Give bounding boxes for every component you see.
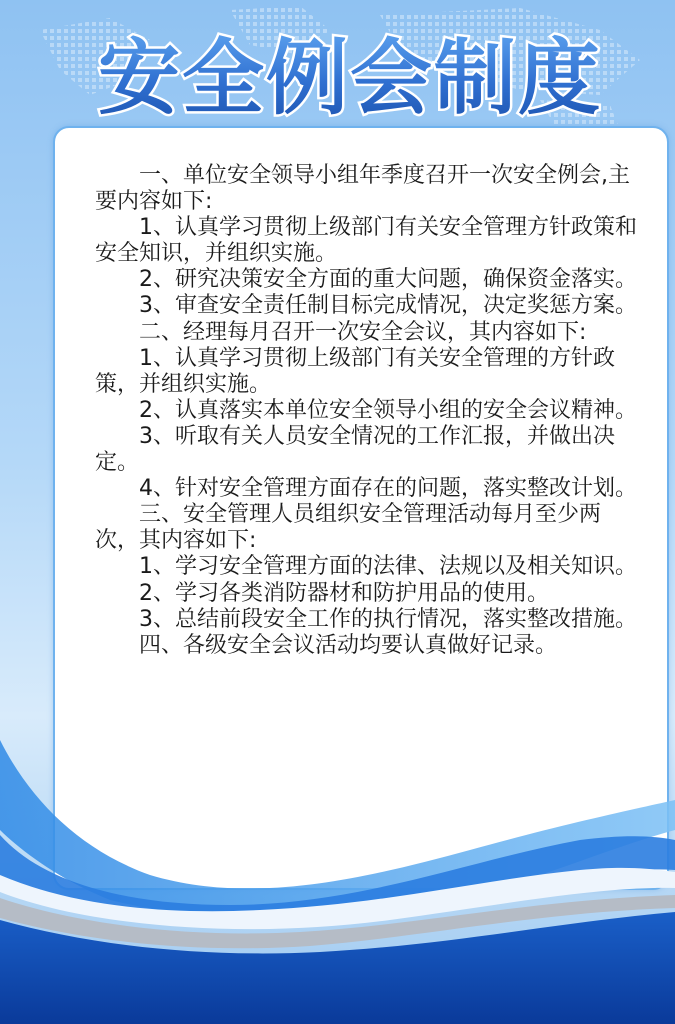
page-title-text: 安全例会制度 <box>97 31 603 124</box>
decorative-waves <box>0 740 675 1024</box>
paragraph: 3、总结前段安全工作的执行情况，落实整改措施。 <box>139 606 637 632</box>
paragraph: 4、针对安全管理方面存在的问题，落实整改计划。 <box>139 476 637 502</box>
page-title <box>0 28 675 124</box>
paragraph: 1、学习安全管理方面的法律、法规以及相关知识。 <box>139 554 637 580</box>
paragraph: 1、认真学习贯彻上级部门有关安全管理方针政策和安全知识，并组织实施。 <box>95 215 637 267</box>
paragraph: 2、认真落实本单位安全领导小组的安全会议精神。 <box>139 397 637 423</box>
paragraph: 一、单位安全领导小组年季度召开一次安全例会,主要内容如下: <box>95 163 630 215</box>
paragraph: 三、安全管理人员组织安全管理活动每月至少两次，其内容如下: <box>95 502 602 554</box>
paragraph: 3、审查安全责任制目标完成情况，决定奖惩方案。 <box>139 293 637 319</box>
paragraph: 2、研究决策安全方面的重大问题，确保资金落实。 <box>139 267 637 293</box>
paragraph: 1、认真学习贯彻上级部门有关安全管理的方针政策，并组织实施。 <box>95 345 615 397</box>
paragraph: 3、听取有关人员安全情况的工作汇报，并做出决定。 <box>95 423 615 476</box>
paragraph: 二、经理每月召开一次安全会议，其内容如下: <box>139 319 587 345</box>
regulation-text <box>95 163 640 659</box>
paragraph: 四、各级安全会议活动均要认真做好记录。 <box>139 632 558 658</box>
paragraph: 2、学习各类消防器材和防护用品的使用。 <box>139 580 549 606</box>
